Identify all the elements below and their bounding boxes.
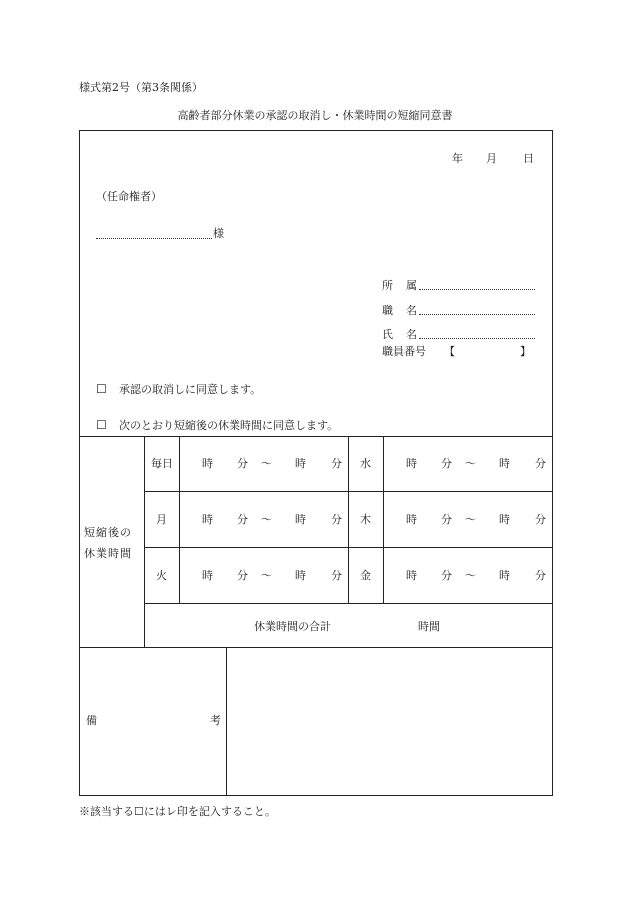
row1-right-start-hour: 時 bbox=[406, 457, 417, 470]
appointer-name-field[interactable] bbox=[96, 238, 212, 239]
row2-right-end-hour: 時 bbox=[499, 513, 510, 526]
date-day-label: 日 bbox=[523, 152, 534, 165]
row3-left-start-hour: 時 bbox=[202, 569, 213, 582]
row3-left-end-hour: 時 bbox=[295, 569, 306, 582]
row2-right-start-minute: 分 bbox=[441, 513, 452, 526]
date-month-label: 月 bbox=[486, 152, 497, 165]
dept-label-1: 所 bbox=[382, 279, 393, 292]
shorten-hours-label: 次のとおり短縮後の休業時間に同意します。 bbox=[119, 419, 339, 432]
staff-number-label: 職員番号 bbox=[382, 345, 426, 358]
cancel-approval-checkbox[interactable]: ☐ bbox=[96, 382, 107, 396]
title-label-2: 名 bbox=[406, 304, 417, 317]
schedule-section-label bbox=[84, 523, 132, 565]
date-year-label: 年 bbox=[452, 152, 463, 165]
row3-left-end-minute: 分 bbox=[331, 569, 342, 582]
row2-right-end-minute: 分 bbox=[535, 513, 546, 526]
schedule-section-label-line-2: 休業時間 bbox=[84, 546, 132, 560]
row3-right-end-hour: 時 bbox=[499, 569, 510, 582]
row1-right-start-minute: 分 bbox=[441, 457, 452, 470]
row3-right-tilde: 〜 bbox=[465, 569, 476, 582]
row3-right-start-hour: 時 bbox=[406, 569, 417, 582]
staff-number-bracket-close: 】 bbox=[520, 345, 531, 358]
day-label-monday: 月 bbox=[156, 513, 167, 526]
row1-left-end-hour: 時 bbox=[295, 457, 306, 470]
total-hours-unit: 時間 bbox=[418, 620, 440, 633]
row1-left-start-hour: 時 bbox=[202, 457, 213, 470]
row1-right-end-minute: 分 bbox=[535, 457, 546, 470]
appointer-label: （任命権者） bbox=[96, 190, 162, 203]
row1-left-end-minute: 分 bbox=[331, 457, 342, 470]
row2-right-tilde: 〜 bbox=[465, 513, 476, 526]
document-title: 高齢者部分休業の承認の取消し・休業時間の短縮同意書 bbox=[177, 109, 453, 122]
remarks-label-1: 備 bbox=[86, 714, 97, 727]
row1-right-tilde: 〜 bbox=[465, 457, 476, 470]
day-label-tuesday: 火 bbox=[156, 569, 167, 582]
day-label-wednesday: 水 bbox=[360, 457, 371, 470]
title-label-1: 職 bbox=[382, 304, 393, 317]
dept-label-2: 属 bbox=[406, 279, 417, 292]
row3-left-start-minute: 分 bbox=[237, 569, 248, 582]
day-label-everyday: 毎日 bbox=[151, 457, 173, 470]
row2-left-end-minute: 分 bbox=[331, 513, 342, 526]
row3-left-tilde: 〜 bbox=[261, 569, 272, 582]
row2-left-start-hour: 時 bbox=[202, 513, 213, 526]
row1-right-end-hour: 時 bbox=[499, 457, 510, 470]
row2-left-end-hour: 時 bbox=[295, 513, 306, 526]
appointer-suffix: 様 bbox=[213, 227, 224, 240]
remarks-field[interactable] bbox=[228, 649, 550, 793]
row3-right-end-minute: 分 bbox=[535, 569, 546, 582]
staff-number-field[interactable] bbox=[458, 343, 518, 359]
row2-left-start-minute: 分 bbox=[237, 513, 248, 526]
row3-right-start-minute: 分 bbox=[441, 569, 452, 582]
schedule-section-label-line-1: 短縮後の bbox=[84, 526, 132, 539]
name-label-2: 名 bbox=[406, 328, 417, 341]
remarks-label-2: 考 bbox=[210, 714, 221, 727]
staff-number-bracket-open: 【 bbox=[444, 345, 455, 358]
dept-field[interactable] bbox=[419, 289, 535, 290]
total-hours-label: 休業時間の合計 bbox=[254, 620, 331, 633]
job-title-field[interactable] bbox=[419, 314, 535, 315]
footnote: ※該当する☐にはレ印を記入すること。 bbox=[79, 805, 276, 818]
name-label-1: 氏 bbox=[382, 328, 393, 341]
form-number: 様式第2号（第3条関係） bbox=[79, 81, 203, 94]
day-label-thursday: 木 bbox=[360, 513, 371, 526]
cancel-approval-label: 承認の取消しに同意します。 bbox=[119, 383, 262, 396]
name-field[interactable] bbox=[419, 338, 535, 339]
shorten-hours-checkbox[interactable]: ☐ bbox=[96, 418, 107, 432]
row2-left-tilde: 〜 bbox=[261, 513, 272, 526]
row1-left-start-minute: 分 bbox=[237, 457, 248, 470]
row2-right-start-hour: 時 bbox=[406, 513, 417, 526]
row1-left-tilde: 〜 bbox=[261, 457, 272, 470]
day-label-friday: 金 bbox=[360, 569, 371, 582]
